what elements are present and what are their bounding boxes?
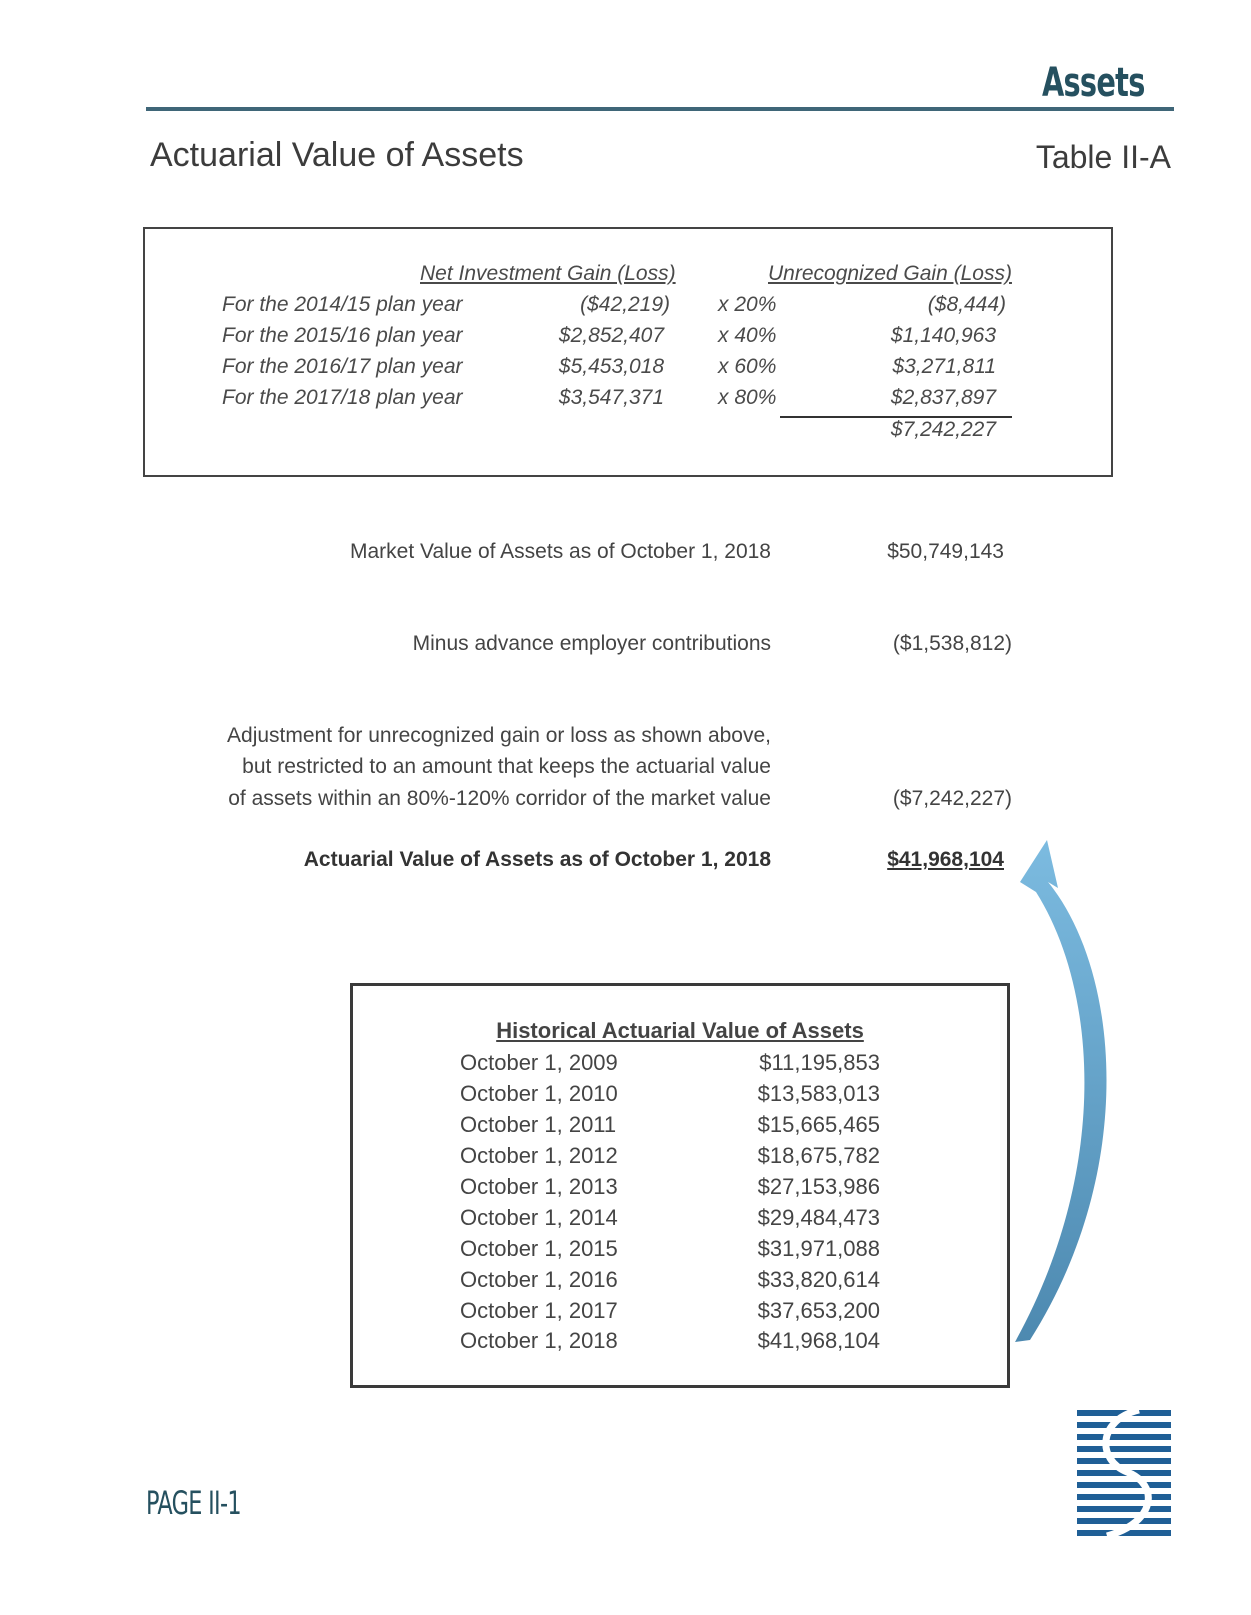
table-id: Table II-A — [1035, 139, 1171, 175]
page-number: PAGE II-1 — [146, 1484, 241, 1522]
historical-row — [460, 1298, 880, 1329]
actuarial-value-label: Actuarial Value of Assets as of October 1, 2018 — [303, 848, 771, 871]
advance-contributions-label: Minus advance employer contributions — [412, 632, 771, 655]
gain-row-label: For the 2014/15 plan year — [222, 293, 463, 316]
historical-value: $27,153,986 — [757, 1174, 880, 1199]
historical-date: October 1, 2013 — [460, 1174, 618, 1199]
gain-row-amount: ($42,219) — [580, 293, 670, 316]
section-title: Assets — [1042, 60, 1145, 106]
historical-row — [460, 1143, 880, 1174]
adjustment-amount: ($7,242,227) — [892, 787, 1012, 810]
historical-date: October 1, 2014 — [460, 1205, 618, 1230]
historical-row — [460, 1081, 880, 1112]
gain-row-percent: x 60% — [718, 355, 777, 378]
unrecognized-total: $7,242,227 — [890, 418, 996, 441]
historical-row — [460, 1112, 880, 1143]
adjustment-label-line-2: but restricted to an amount that keeps the actuarial value — [242, 755, 771, 778]
page-title: Actuarial Value of Assets — [150, 136, 524, 174]
actuarial-value-amount: $41,968,104 — [887, 848, 1004, 871]
historical-row — [460, 1267, 880, 1298]
adjustment-label-line-3: of assets within an 80%-120% corridor of the market value — [228, 787, 771, 810]
historical-title-text: Historical Actuarial Value of Assets — [496, 1018, 864, 1043]
gain-row-percent: x 40% — [718, 324, 777, 347]
historical-value: $33,820,614 — [757, 1267, 880, 1292]
historical-date: October 1, 2016 — [460, 1267, 618, 1292]
historical-date: October 1, 2012 — [460, 1143, 618, 1168]
historical-value: $41,968,104 — [757, 1328, 880, 1353]
curved-arrow-icon — [1000, 840, 1160, 1380]
gain-row-label: For the 2015/16 plan year — [222, 324, 463, 347]
gain-row-unrecognized: $2,837,897 — [890, 386, 996, 409]
historical-value: $15,665,465 — [757, 1112, 880, 1137]
gain-row-amount: $5,453,018 — [558, 355, 664, 378]
historical-row — [460, 1236, 880, 1267]
historical-value: $31,971,088 — [757, 1236, 880, 1261]
historical-row — [460, 1174, 880, 1205]
historical-title — [350, 1018, 1010, 1044]
market-value-label: Market Value of Assets as of October 1, 2018 — [349, 540, 771, 563]
historical-row — [460, 1050, 880, 1081]
gain-row-unrecognized: ($8,444) — [927, 293, 1006, 316]
unrecognized-gain-header: Unrecognized Gain (Loss) — [768, 262, 1012, 285]
historical-date: October 1, 2017 — [460, 1298, 618, 1323]
gain-row-unrecognized: $3,271,811 — [892, 355, 996, 378]
gain-row-label: For the 2016/17 plan year — [222, 355, 463, 378]
gain-row-label: For the 2017/18 plan year — [222, 386, 463, 409]
historical-date: October 1, 2009 — [460, 1050, 618, 1075]
header-rule — [146, 107, 1174, 111]
market-value-amount: $50,749,143 — [887, 540, 1004, 563]
gain-row-unrecognized: $1,140,963 — [890, 324, 996, 347]
net-gain-header: Net Investment Gain (Loss) — [420, 262, 676, 285]
gain-row-percent: x 80% — [718, 386, 777, 409]
gain-row-amount: $2,852,407 — [558, 324, 664, 347]
adjustment-label-line-1: Adjustment for unrecognized gain or loss as shown above, — [227, 724, 771, 747]
historical-date: October 1, 2018 — [460, 1328, 618, 1353]
historical-value: $18,675,782 — [757, 1143, 880, 1168]
historical-value: $13,583,013 — [757, 1081, 880, 1106]
historical-date: October 1, 2015 — [460, 1236, 618, 1261]
gain-row-amount: $3,547,371 — [558, 386, 664, 409]
company-logo-icon — [1077, 1410, 1171, 1536]
historical-date: October 1, 2011 — [460, 1112, 617, 1137]
historical-row — [460, 1328, 880, 1359]
historical-row — [460, 1205, 880, 1236]
historical-date: October 1, 2010 — [460, 1081, 618, 1106]
historical-value: $29,484,473 — [757, 1205, 880, 1230]
historical-value: $11,195,853 — [759, 1050, 880, 1075]
historical-value: $37,653,200 — [757, 1298, 880, 1323]
gain-row-percent: x 20% — [718, 293, 777, 316]
advance-contributions-amount: ($1,538,812) — [892, 632, 1012, 655]
